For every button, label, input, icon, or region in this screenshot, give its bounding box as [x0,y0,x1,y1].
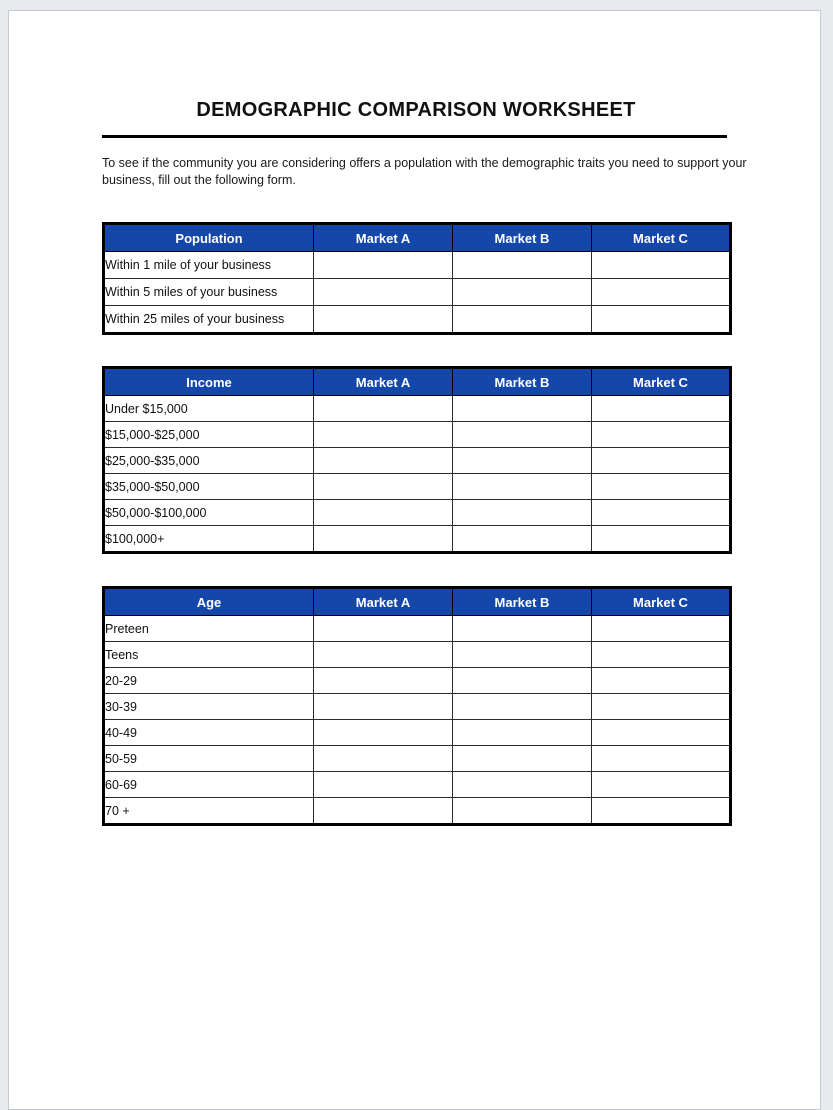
row-label: $35,000-$50,000 [104,474,314,500]
market-column-header: Market B [453,368,592,396]
fill-in-cell[interactable] [592,720,731,746]
table-row [104,668,731,694]
table-row [104,746,731,772]
fill-in-cell[interactable] [453,474,592,500]
row-label: $50,000-$100,000 [104,500,314,526]
table-row [104,694,731,720]
header-row [104,368,731,396]
fill-in-cell[interactable] [314,746,453,772]
table-row [104,422,731,448]
fill-in-cell[interactable] [453,500,592,526]
table-row [104,720,731,746]
table-row [104,448,731,474]
fill-in-cell[interactable] [592,642,731,668]
fill-in-cell[interactable] [314,448,453,474]
worksheet-tables [102,222,820,826]
fill-in-cell[interactable] [453,306,592,334]
table-row [104,772,731,798]
table-row [104,396,731,422]
row-label: 40-49 [104,720,314,746]
fill-in-cell[interactable] [314,252,453,279]
fill-in-cell[interactable] [453,642,592,668]
table-row [104,642,731,668]
category-column-header: Population [104,224,314,252]
header-row [104,588,731,616]
fill-in-cell[interactable] [314,642,453,668]
fill-in-cell[interactable] [314,668,453,694]
market-column-header: Market C [592,224,731,252]
fill-in-cell[interactable] [453,448,592,474]
table-row [104,526,731,553]
fill-in-cell[interactable] [592,746,731,772]
fill-in-cell[interactable] [314,526,453,553]
row-label: Within 1 mile of your business [104,252,314,279]
fill-in-cell[interactable] [453,720,592,746]
fill-in-cell[interactable] [592,279,731,306]
fill-in-cell[interactable] [592,616,731,642]
row-label: Preteen [104,616,314,642]
market-column-header: Market A [314,224,453,252]
fill-in-cell[interactable] [592,772,731,798]
fill-in-cell[interactable] [453,694,592,720]
fill-in-cell[interactable] [453,279,592,306]
row-label: 60-69 [104,772,314,798]
fill-in-cell[interactable] [453,252,592,279]
row-label: 70 + [104,798,314,825]
table-row [104,500,731,526]
market-column-header: Market A [314,588,453,616]
category-column-header: Age [104,588,314,616]
market-column-header: Market B [453,588,592,616]
row-label: Within 5 miles of your business [104,279,314,306]
fill-in-cell[interactable] [453,746,592,772]
table-row [104,252,731,279]
row-label: $100,000+ [104,526,314,553]
fill-in-cell[interactable] [453,526,592,553]
fill-in-cell[interactable] [314,720,453,746]
page-title: DEMOGRAPHIC COMPARISON WORKSHEET [196,99,636,121]
title-rule [102,135,727,138]
fill-in-cell[interactable] [314,396,453,422]
fill-in-cell[interactable] [592,526,731,553]
document-page [8,10,821,1110]
fill-in-cell[interactable] [314,306,453,334]
fill-in-cell[interactable] [314,474,453,500]
table-row [104,474,731,500]
fill-in-cell[interactable] [592,252,731,279]
fill-in-cell[interactable] [592,474,731,500]
fill-in-cell[interactable] [314,694,453,720]
worksheet-table-population [102,222,732,335]
fill-in-cell[interactable] [453,772,592,798]
fill-in-cell[interactable] [453,668,592,694]
fill-in-cell[interactable] [592,306,731,334]
row-label: $15,000-$25,000 [104,422,314,448]
worksheet-table-income [102,366,732,554]
market-column-header: Market C [592,588,731,616]
document-content [9,11,820,826]
row-label: 50-59 [104,746,314,772]
fill-in-cell[interactable] [314,500,453,526]
table-row [104,798,731,825]
fill-in-cell[interactable] [453,616,592,642]
fill-in-cell[interactable] [314,279,453,306]
market-column-header: Market A [314,368,453,396]
market-column-header: Market B [453,224,592,252]
row-label: 30-39 [104,694,314,720]
table-row [104,306,731,334]
fill-in-cell[interactable] [592,396,731,422]
fill-in-cell[interactable] [314,422,453,448]
fill-in-cell[interactable] [453,422,592,448]
row-label: Under $15,000 [104,396,314,422]
fill-in-cell[interactable] [314,616,453,642]
row-label: Teens [104,642,314,668]
row-label: 20-29 [104,668,314,694]
category-column-header: Income [104,368,314,396]
row-label: $25,000-$35,000 [104,448,314,474]
fill-in-cell[interactable] [592,500,731,526]
table-row [104,279,731,306]
fill-in-cell[interactable] [453,396,592,422]
fill-in-cell[interactable] [314,798,453,825]
fill-in-cell[interactable] [592,422,731,448]
fill-in-cell[interactable] [592,694,731,720]
market-column-header: Market C [592,368,731,396]
intro-paragraph: To see if the community you are considering offers a population with the demographic traits you need to support your business, fill out the following form. [102,156,747,187]
table-row [104,616,731,642]
worksheet-table-age [102,586,732,826]
fill-in-cell[interactable] [592,668,731,694]
fill-in-cell[interactable] [453,798,592,825]
fill-in-cell[interactable] [314,772,453,798]
row-label: Within 25 miles of your business [104,306,314,334]
header-row [104,224,731,252]
fill-in-cell[interactable] [592,448,731,474]
fill-in-cell[interactable] [592,798,731,825]
